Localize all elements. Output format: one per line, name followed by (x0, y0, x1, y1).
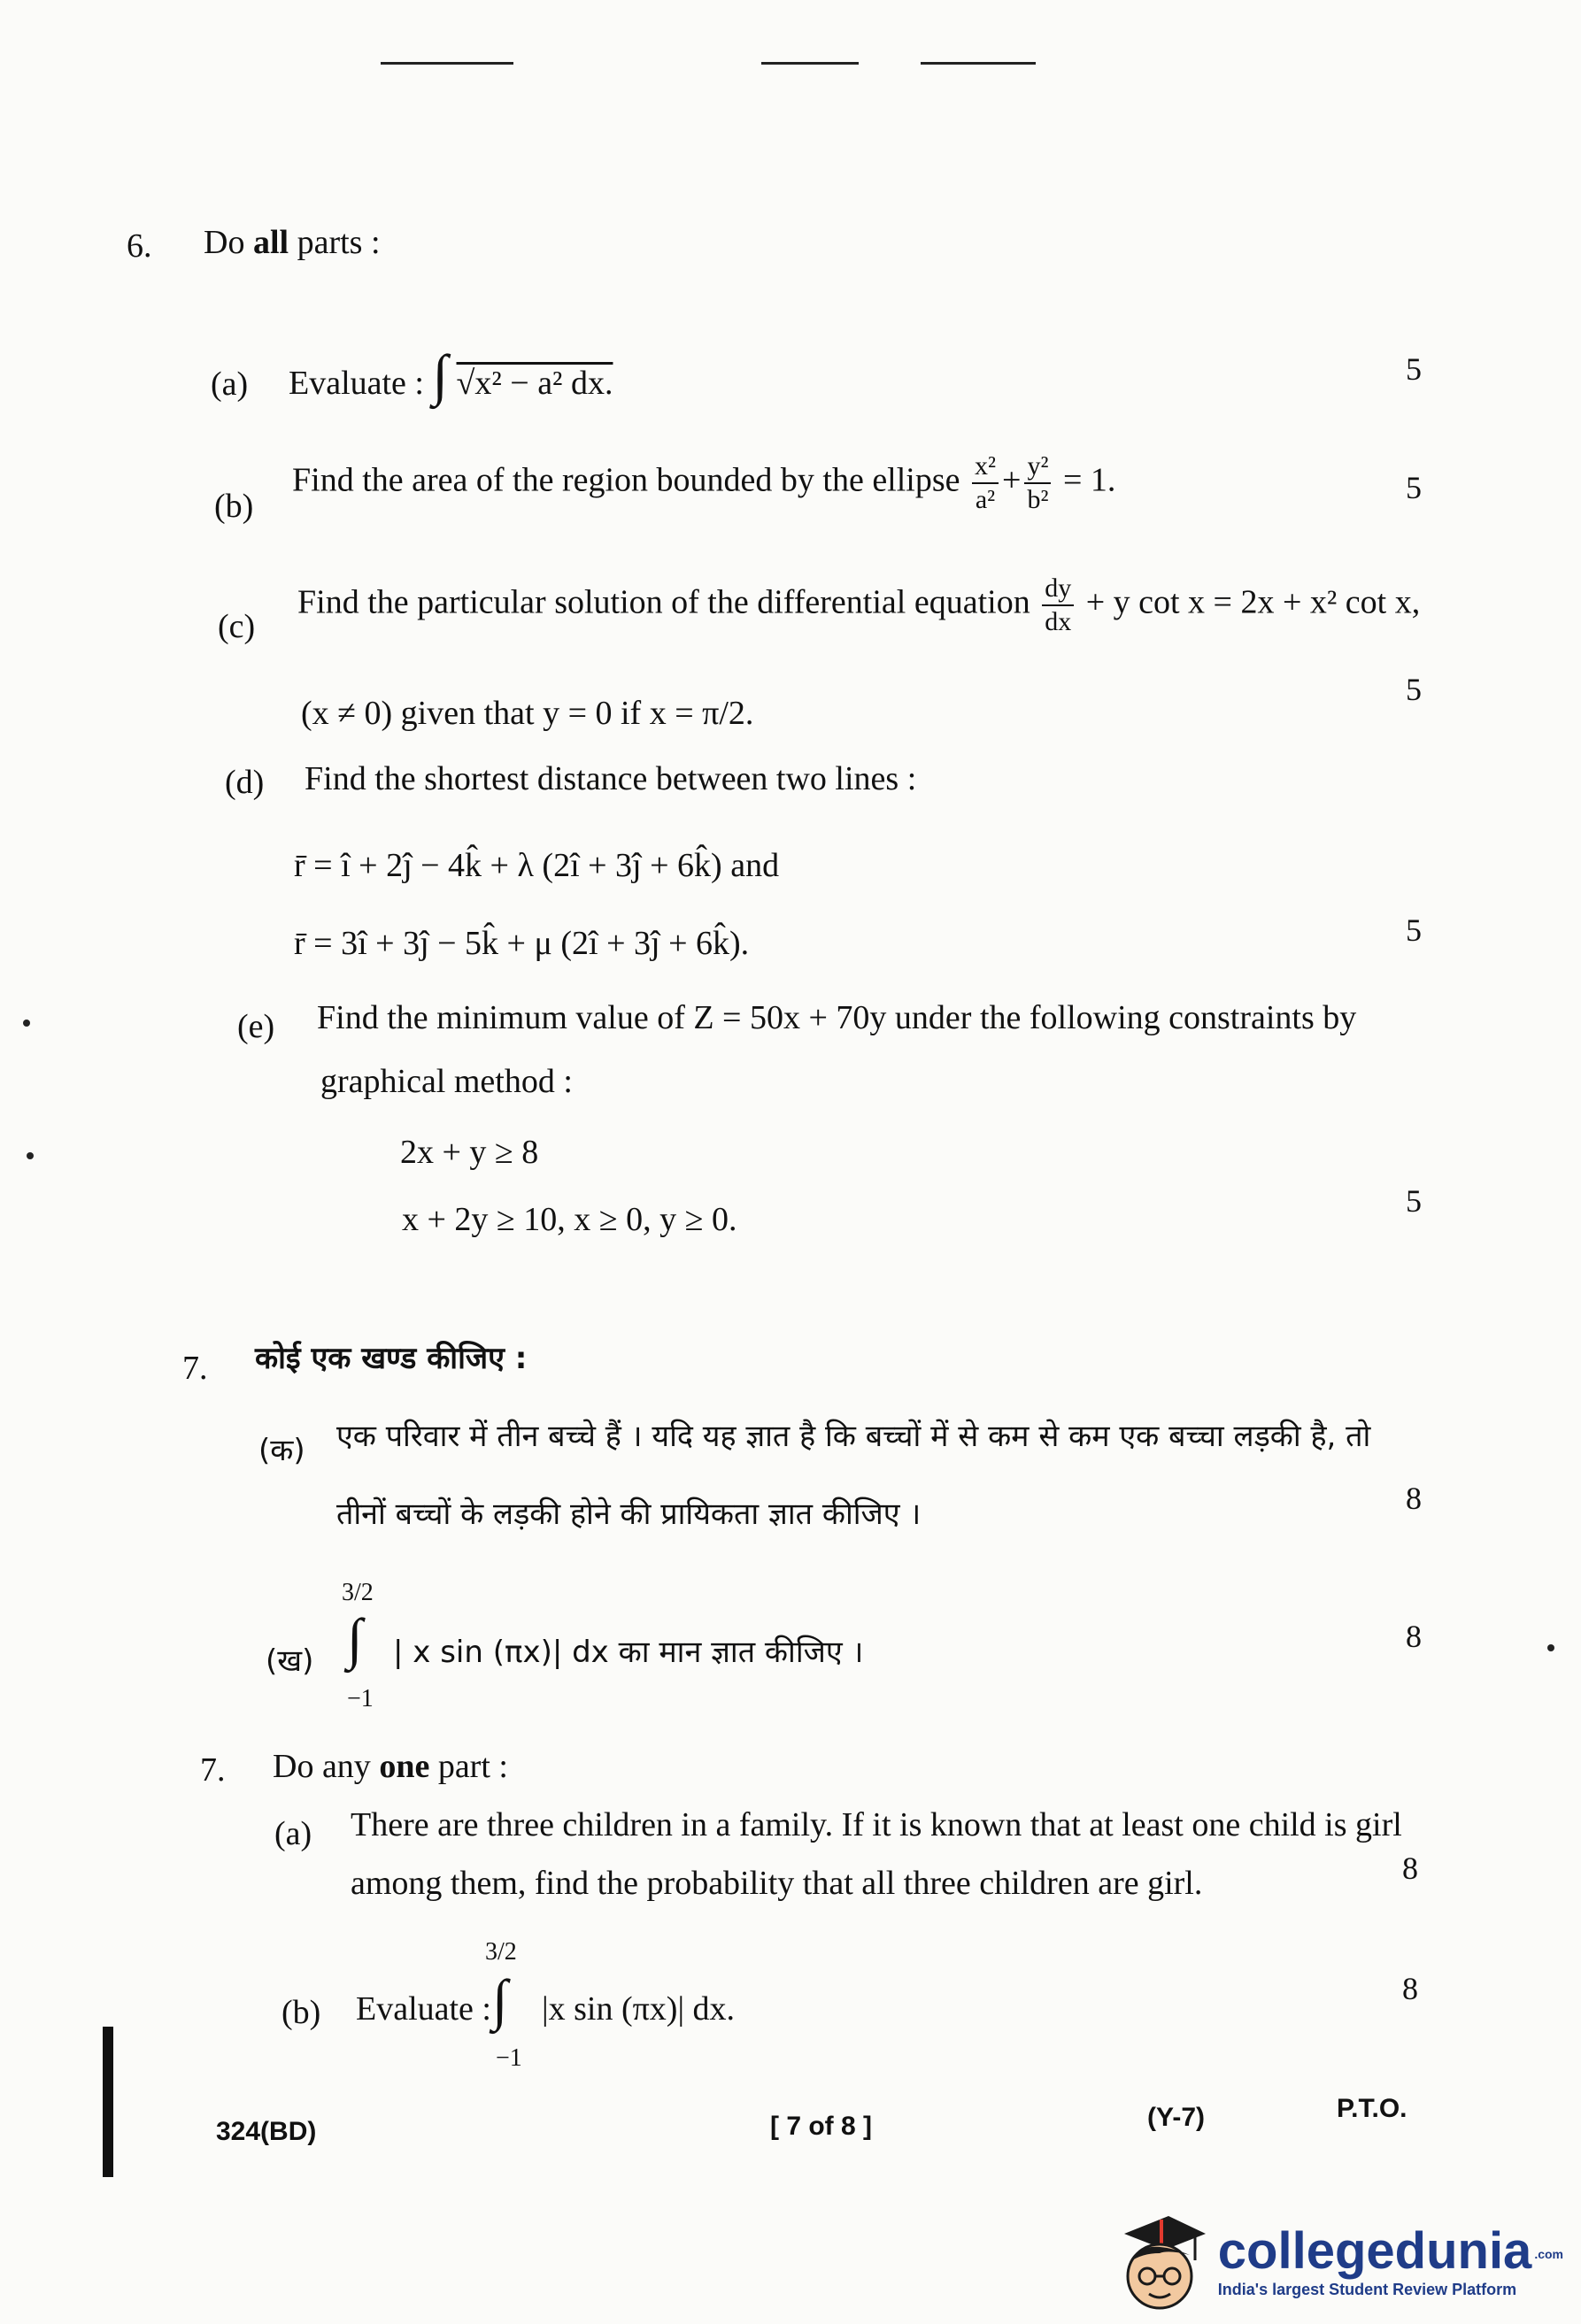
q6e-line2: graphical method : (320, 1063, 573, 1100)
q7-en-b-label: (b) (281, 1994, 321, 2031)
q7-hi-ka-line2: तीनों बच्चों के लड़की होने की प्रायिकता ज्ञात कीजिए । (336, 1497, 922, 1532)
q6a-label: (a) (211, 366, 249, 403)
q6b-label: (b) (214, 488, 254, 525)
q7-hi-ka-label: (क) (258, 1433, 305, 1468)
q7-hi-kha-expr: | x sin (πx)| dx का मान ज्ञात कीजिए । (393, 1635, 864, 1670)
pto-label: P.T.O. (1337, 2094, 1407, 2123)
q7-en-a-line2: among them, find the probability that all three children are girl. (351, 1865, 1203, 1902)
graduate-face-icon (1107, 2209, 1213, 2315)
q6c-line2: (x ≠ 0) given that y = 0 if x = π/2. (301, 695, 754, 732)
q6-heading: Do all parts : (204, 224, 381, 261)
paper-code: 324(BD) (216, 2117, 317, 2146)
q6b-marks: 5 (1406, 470, 1422, 505)
q6d-label: (d) (225, 764, 265, 801)
q7-en-a-marks: 8 (1402, 1851, 1418, 1886)
q7-en-a-line1: There are three children in a family. If it is known that at least one child is girl (351, 1806, 1402, 1843)
collegedunia-logo (1107, 2209, 1563, 2315)
q6b-text: Find the area of the region bounded by the ellipse $\frac{\text{x²}}{\text{a²}}$ + $\frac{\text{y²}}{\text{b²}}$ = 1. (292, 451, 1116, 514)
logo-tagline: India's largest Student Review Platform (1217, 2280, 1517, 2298)
q7-en-b-lower-limit: −1 (496, 2044, 522, 2072)
q6d-line2: r̄ = 3î + 3ĵ − 5k̂ + μ (2î + 3ĵ + 6k̂). (294, 925, 750, 962)
q7-en-b-text: Evaluate : (356, 1990, 491, 2028)
q6e-text: Find the minimum value of Z = 50x + 70y under the following constraints by (317, 999, 1357, 1036)
q7-en-b-marks: 8 (1402, 1971, 1418, 2006)
q7-en-number: 7. (200, 1751, 226, 1789)
scan-speck (1547, 1644, 1554, 1651)
integral-sign: ∫ (492, 1968, 508, 2031)
q7-hi-ka-line1: एक परिवार में तीन बच्चे हैं । यदि यह ज्ञात है कि बच्चों में से कम से कम एक बच्चा लड़की है, तो (336, 1419, 1371, 1454)
q6c-text: Find the particular solution of the differential equation $\frac{dy}{dx}$ + y cot x = 2x + x² cot x, (297, 573, 1421, 636)
q7-hi-kha-upper-limit: 3/2 (342, 1579, 374, 1606)
scan-artifact-line (761, 62, 859, 65)
q6d-text: Find the shortest distance between two lines : (305, 760, 917, 797)
q6e-marks: 5 (1406, 1183, 1422, 1219)
integral-sign: ∫ (347, 1607, 363, 1670)
page-number: [ 7 of 8 ] (770, 2112, 873, 2141)
q6a-marks: 5 (1406, 351, 1422, 387)
logo-name: collegedunia (1217, 2221, 1532, 2280)
q6c-label: (c) (218, 608, 256, 645)
q7-hi-kha-marks: 8 (1406, 1619, 1422, 1654)
scan-artifact-line (921, 62, 1036, 65)
scan-margin-bar (103, 2027, 113, 2177)
series-code: (Y-7) (1147, 2103, 1206, 2132)
q6-number: 6. (127, 227, 152, 265)
q6d-line1: r̄ = î + 2ĵ − 4k̂ + λ (2î + 3ĵ + 6k̂) and (294, 847, 780, 884)
q6e-constraint-2: x + 2y ≥ 10, x ≥ 0, y ≥ 0. (402, 1201, 737, 1238)
q7-hi-heading: कोई एक खण्ड कीजिए : (255, 1341, 528, 1376)
q7-hi-kha-label: (ख) (266, 1643, 314, 1679)
q6a-text: Evaluate : ∫ √x² − a² dx. (289, 343, 613, 406)
q7-en-heading: Do any one part : (273, 1748, 508, 1785)
q7-hi-ka-marks: 8 (1406, 1481, 1422, 1516)
q7-en-b-expr: |x sin (πx)| dx. (542, 1990, 736, 2028)
q7-en-b-upper-limit: 3/2 (485, 1938, 517, 1966)
scan-speck (27, 1152, 34, 1159)
integral-sign: ∫ (432, 343, 449, 406)
scan-speck (23, 1020, 30, 1027)
q6d-marks: 5 (1406, 912, 1422, 948)
logo-com: .com (1534, 2247, 1563, 2262)
q7-hi-number: 7. (182, 1350, 208, 1387)
q7-hi-kha-lower-limit: −1 (347, 1685, 374, 1712)
q6c-marks: 5 (1406, 672, 1422, 707)
q6e-constraint-1: 2x + y ≥ 8 (400, 1134, 539, 1171)
scan-artifact-line (381, 62, 513, 65)
q7-en-a-label: (a) (274, 1815, 312, 1852)
q6e-label: (e) (237, 1008, 275, 1045)
